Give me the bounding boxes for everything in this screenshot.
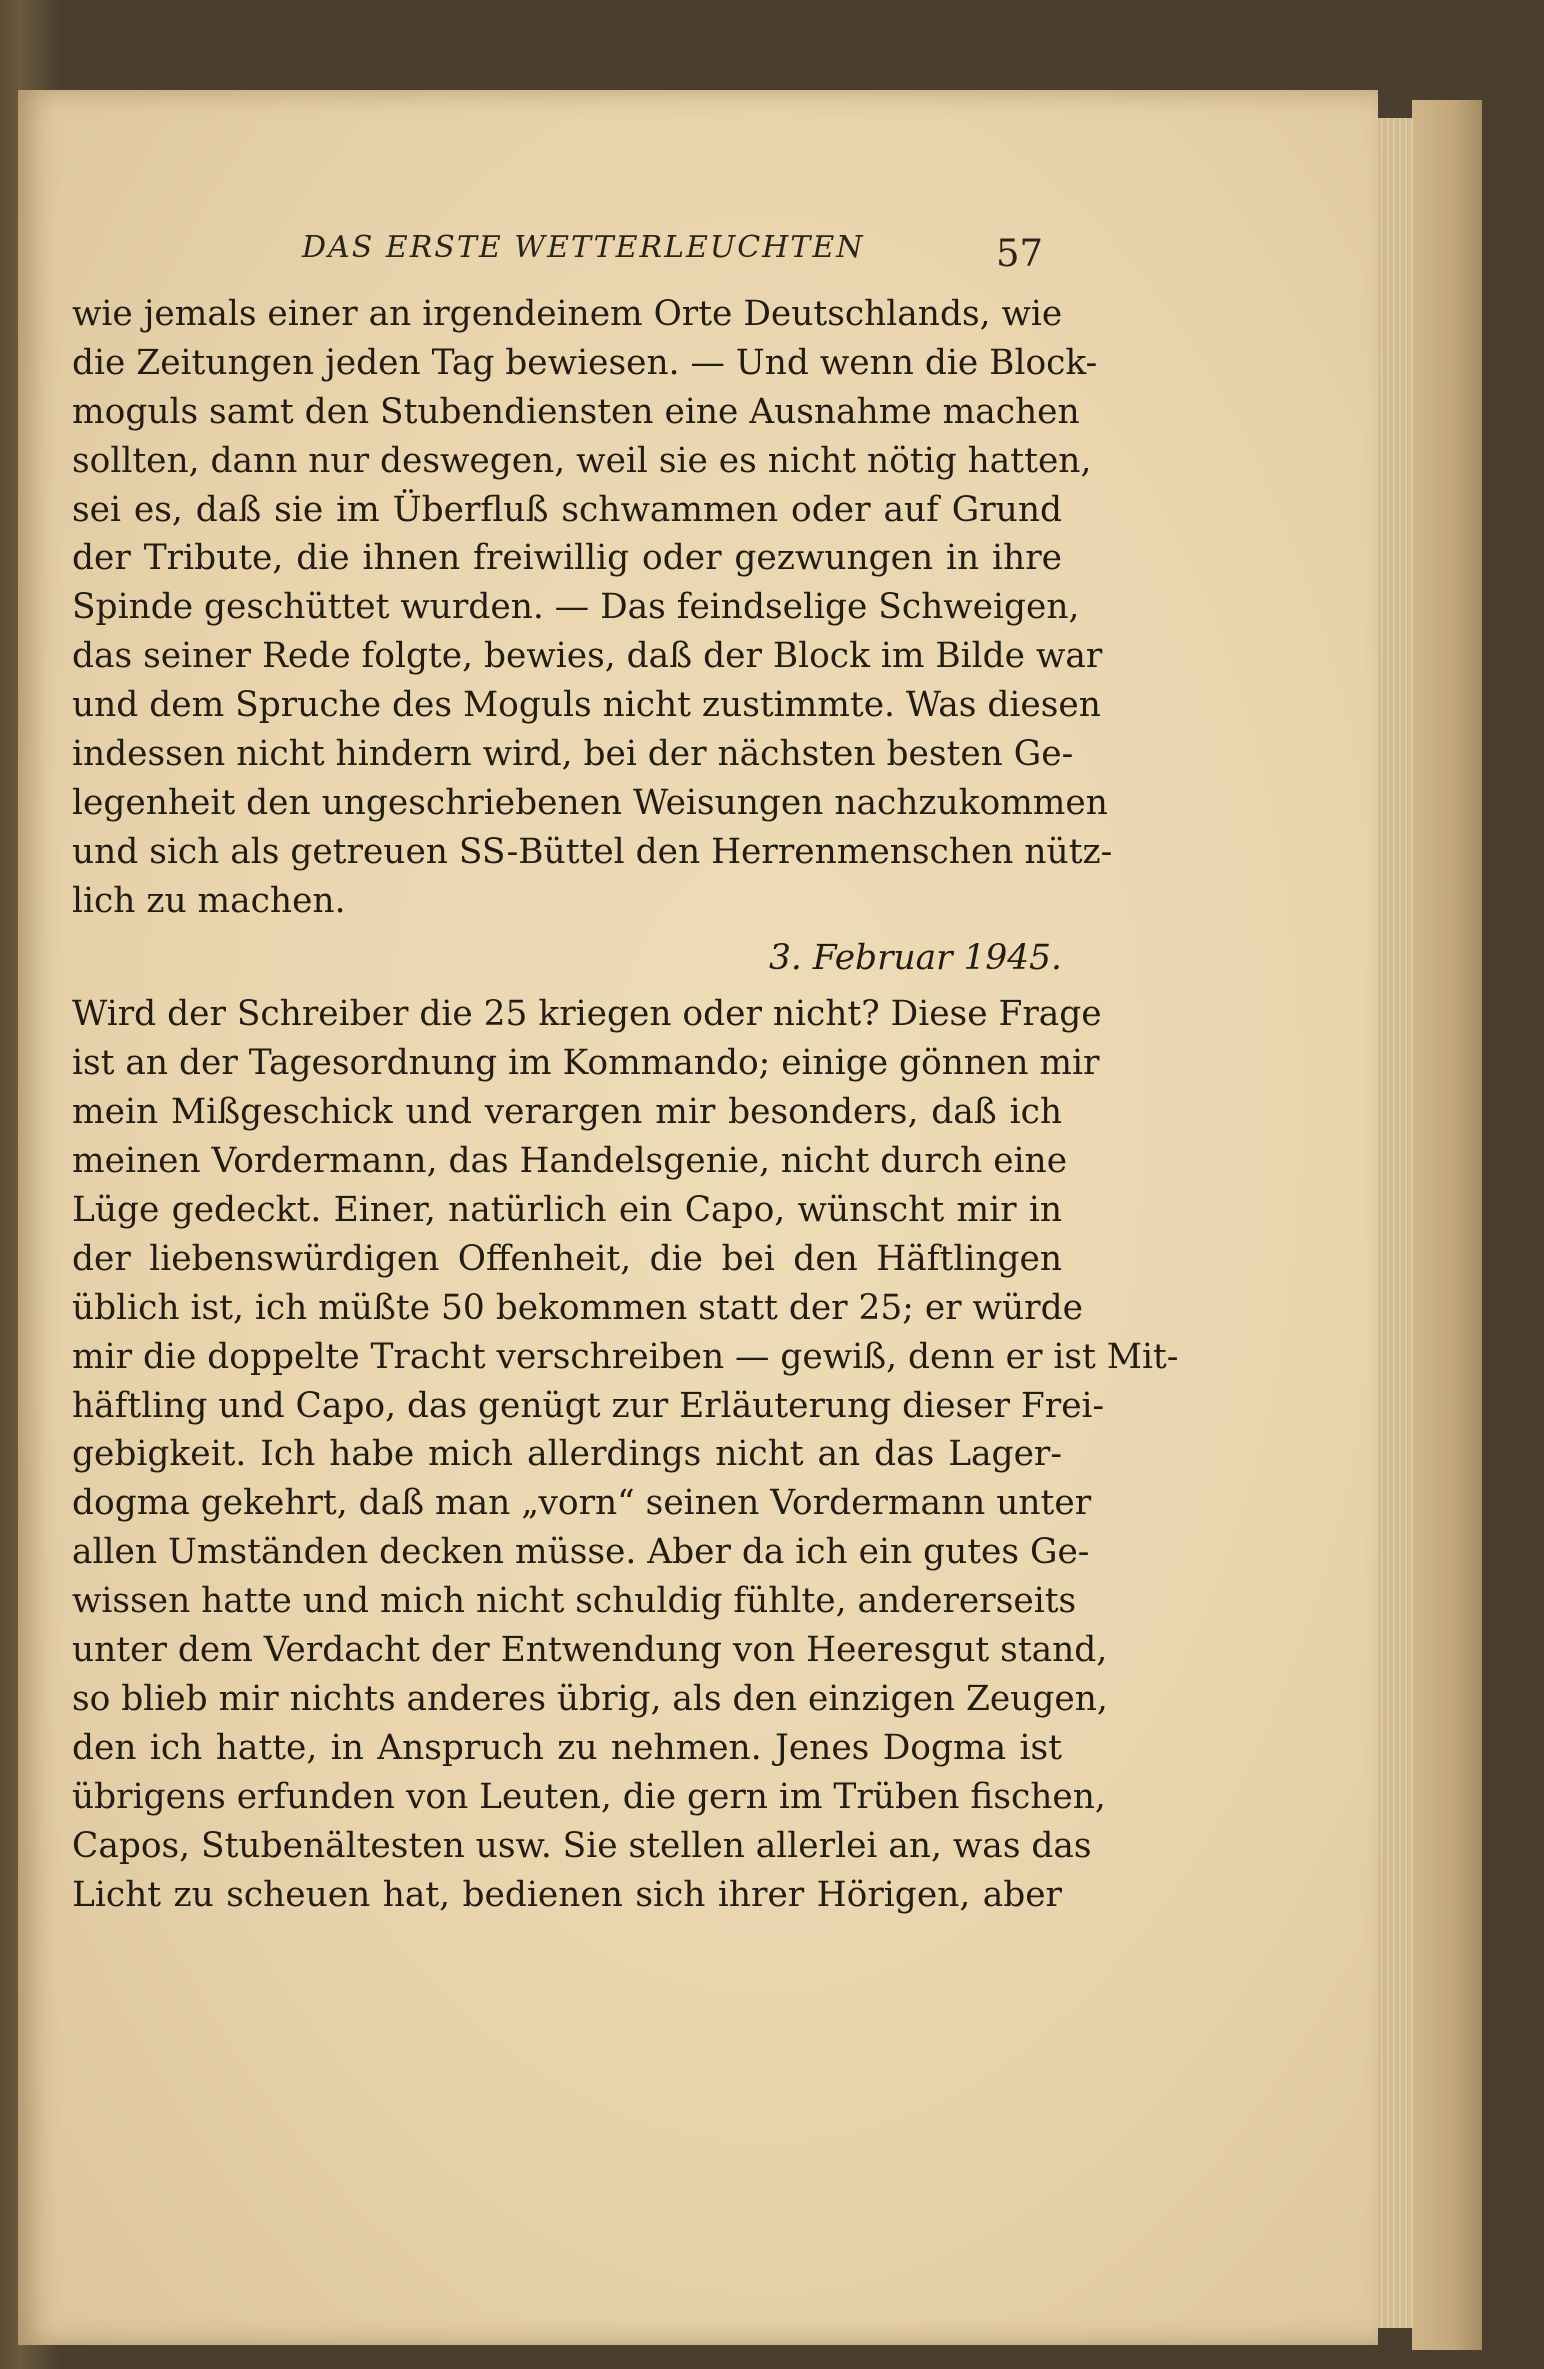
text-line: lich zu machen. [72,880,346,921]
text-line: sollten, dann nur deswegen, weil sie es nicht nötig hatten, [72,440,1092,481]
body-text [72,290,1179,1919]
text-line: Licht zu scheuen hat, bedienen sich ihrer Hörigen, aber [72,1874,1062,1915]
paragraph-2 [72,990,1179,1919]
text-line: sei es, daß sie im Überfluß schwammen oder auf Grund [72,489,1062,530]
text-line: meinen Vordermann, das Handelsgenie, nicht durch eine [72,1141,1068,1182]
text-line: das seiner Rede folgte, bewies, daß der Block im Bilde war [72,636,1103,677]
text-line: gebigkeit. Ich habe mich allerdings nicht an das Lager- [72,1434,1062,1475]
text-line: Capos, Stubenältesten usw. Sie stellen allerlei an, was das [72,1825,1092,1866]
entry-date: 3. Februar 1945. [768,937,1062,978]
page-number: 57 [996,232,1044,275]
text-line: indessen nicht hindern wird, bei der nächsten besten Ge- [72,734,1074,775]
text-line: allen Umständen decken müsse. Aber da ich ein gutes Ge- [72,1532,1090,1573]
text-line: unter dem Verdacht der Entwendung von Heeresgut stand, [72,1630,1108,1671]
text-line: so blieb mir nichts anderes übrig, als den einzigen Zeugen, [72,1678,1108,1719]
text-line: dogma gekehrt, daß man „vorn“ seinen Vordermann unter [72,1483,1092,1524]
text-line: die Zeitungen jeden Tag bewiesen. — Und wenn die Block- [72,342,1098,383]
text-line: übrigens erfunden von Leuten, die gern im Trüben fischen, [72,1776,1106,1817]
text-line: legenheit den ungeschriebenen Weisungen nachzukommen [72,782,1108,823]
text-line: mir die doppelte Tracht verschreiben — gewiß, denn er ist Mit- [72,1336,1179,1377]
text-line: Spinde geschüttet wurden. — Das feindselige Schweigen, [72,587,1080,628]
text-line: wissen hatte und mich nicht schuldig fühlte, andererseits [72,1581,1077,1622]
text-line: Wird der Schreiber die 25 kriegen oder nicht? Diese Frage [72,994,1102,1035]
running-head: DAS ERSTE WETTERLEUCHTEN [302,230,865,265]
text-line: häftling und Capo, das genügt zur Erläuterung dieser Frei- [72,1385,1105,1426]
text-line: der liebenswürdigen Offenheit, die bei den Häftlingen [72,1238,1062,1279]
text-line: üblich ist, ich müßte 50 bekommen statt der 25; er würde [72,1287,1083,1328]
text-line: wie jemals einer an irgendeinem Orte Deutschlands, wie [72,294,1063,334]
text-line: Lüge gedeckt. Einer, natürlich ein Capo, wünscht mir in [72,1190,1062,1231]
text-line: den ich hatte, in Anspruch zu nehmen. Jenes Dogma ist [72,1727,1062,1768]
text-line: der Tribute, die ihnen freiwillig oder gezwungen in ihre [72,538,1062,579]
text-line: moguls samt den Stubendiensten eine Ausnahme machen [72,391,1080,432]
text-line: und sich als getreuen SS-Büttel den Herrenmenschen nütz- [72,831,1113,872]
paragraph-1 [72,290,1113,926]
text-line: und dem Spruche des Moguls nicht zustimmte. Was diesen [72,685,1101,726]
book-cover-edge [1412,100,1482,2350]
text-line: ist an der Tagesordnung im Kommando; einige gönnen mir [72,1043,1100,1084]
text-line: mein Mißgeschick und verargen mir besonders, daß ich [72,1092,1062,1133]
